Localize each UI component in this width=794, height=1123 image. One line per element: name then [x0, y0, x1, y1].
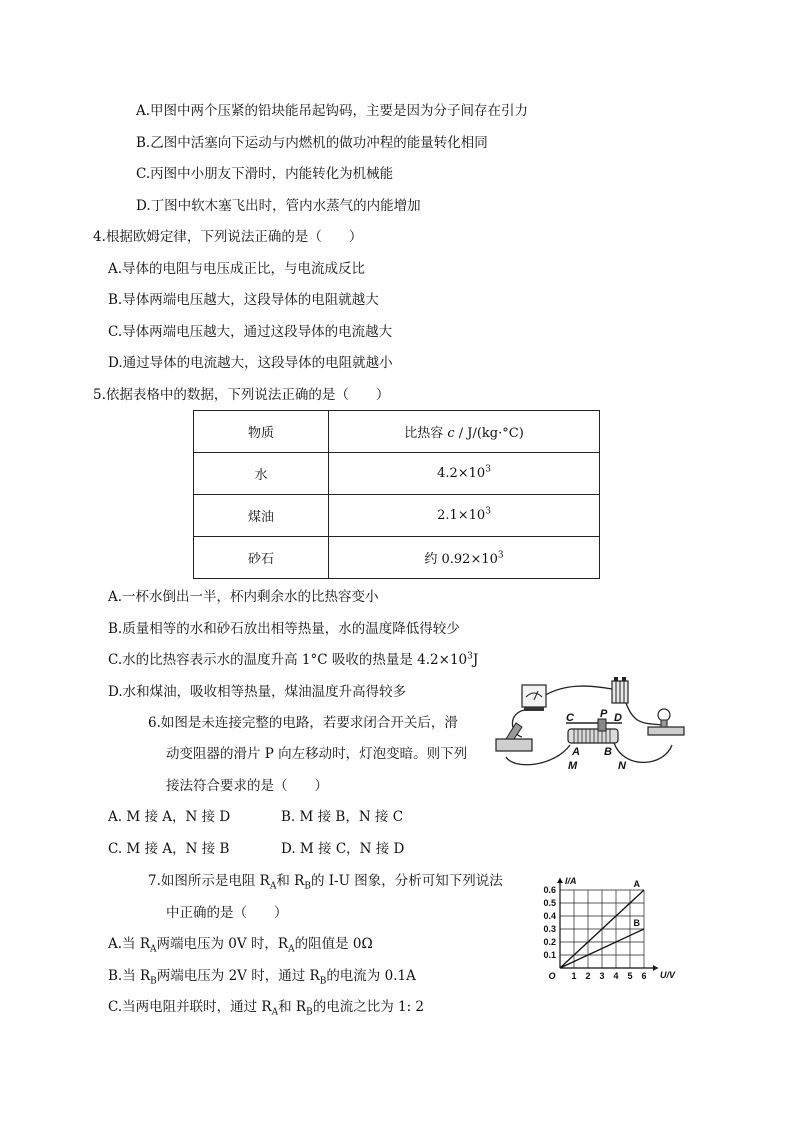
cell-capacity-mantissa: 2.1×10	[437, 508, 486, 523]
table-row	[194, 495, 600, 537]
q7-option-c	[108, 998, 424, 1016]
x-tick-label: 1	[571, 971, 577, 981]
label-n: N	[618, 760, 626, 772]
switch-icon	[496, 723, 532, 751]
q7-stem-mid: 和 R	[276, 873, 305, 889]
q7-stem-line-1	[148, 872, 503, 890]
y-tick-label: 0.1	[543, 950, 556, 960]
y-axis-label: I/A	[565, 876, 577, 886]
q6-stem-line-3: 接法符合要求的是（ ）	[166, 778, 328, 794]
q7-option-b-part: 两端电压为 2V 时，通过 R	[156, 968, 320, 984]
sub-b: B	[319, 976, 327, 987]
q5-option-b: B.质量相等的水和砂石放出相等热量，水的温度降低得较少	[108, 621, 460, 637]
y-tick-label: 0.6	[543, 885, 556, 895]
series-label-a: A	[633, 879, 640, 889]
iu-chart	[520, 868, 676, 986]
series-label-b: B	[633, 918, 640, 928]
cell-capacity	[329, 537, 600, 579]
q6-stem-line-2: 动变阻器的滑片 P 向左移动时，灯泡变暗。则下列	[166, 746, 468, 762]
sub-b: B	[304, 881, 311, 892]
cell-substance: 砂石	[194, 537, 329, 579]
cell-capacity-mantissa: 约 0.92×10	[424, 552, 498, 567]
y-tick-label: 0.5	[543, 898, 556, 908]
cell-substance: 煤油	[194, 495, 329, 537]
cell-capacity	[329, 495, 600, 537]
ammeter-icon	[522, 685, 546, 711]
q7-stem-pre: 7.如图所示是电阻 R	[148, 873, 270, 889]
q5-option-c	[108, 651, 478, 669]
x-tick-label: 5	[627, 971, 633, 981]
sub-b: B	[150, 976, 157, 987]
q5-option-c-unit: J	[472, 652, 479, 668]
q5-stem: 5.依据表格中的数据，下列说法正确的是（ ）	[93, 387, 390, 403]
header-capacity-symbol: c	[447, 426, 455, 441]
y-tick-label: 0.2	[543, 937, 556, 947]
q6-option-d: D. M 接 C，N 接 D	[281, 841, 405, 857]
table-row	[194, 537, 600, 579]
q7-option-b	[108, 967, 416, 985]
label-p: P	[600, 708, 608, 720]
battery-icon	[612, 677, 628, 703]
y-tick-label: 0.3	[543, 924, 556, 934]
label-d: D	[614, 712, 622, 724]
x-tick-label: 6	[641, 971, 647, 981]
q5-option-a: A.一杯水倒出一半，杯内剩余水的比热容变小	[108, 589, 379, 605]
header-substance: 物质	[194, 411, 329, 453]
y-axis-arrow	[557, 878, 563, 883]
cell-capacity-mantissa: 4.2×10	[437, 466, 486, 481]
q7-option-b-part: 的电流为 0.1A	[326, 968, 416, 984]
x-axis-arrow	[653, 965, 658, 971]
q4-option-a: A.导体的电阻与电压成正比，与电流成反比	[108, 261, 366, 277]
header-capacity-prefix: 比热容	[404, 426, 444, 441]
label-m: M	[568, 760, 578, 772]
specific-heat-table	[193, 410, 600, 579]
q6-option-c: C. M 接 A，N 接 B	[108, 841, 230, 857]
cell-capacity-exp: 3	[485, 506, 491, 517]
header-capacity	[329, 411, 600, 453]
y-tick-label: 0.4	[543, 911, 556, 921]
x-tick-label: 3	[599, 971, 605, 981]
circuit-figure	[494, 675, 694, 770]
cell-capacity-exp: 3	[497, 550, 504, 561]
q4-option-b: B.导体两端电压越大，这段导体的电阻就越大	[108, 292, 379, 308]
table-row	[194, 453, 600, 495]
x-tick-label: 2	[585, 971, 591, 981]
q7-option-a	[108, 935, 373, 953]
wire	[542, 686, 612, 697]
q7-option-a-part: 两端电压为 0V 时，R	[156, 936, 289, 952]
q3-option-d: D.丁图中软木塞飞出时，管内水蒸气的内能增加	[136, 198, 421, 214]
sub-a: A	[288, 944, 295, 955]
label-b: B	[604, 746, 612, 758]
cell-substance: 水	[194, 453, 329, 495]
sub-b: B	[306, 1007, 313, 1018]
sub-a: A	[269, 881, 277, 892]
q4-stem: 4.根据欧姆定律，下列说法正确的是（ ）	[93, 229, 363, 245]
sub-a: A	[271, 1007, 279, 1018]
q3-option-c: C.丙图中小朋友下滑时，内能转化为机械能	[136, 166, 394, 182]
q7-option-b-part: B.当 R	[108, 968, 151, 984]
x-axis-label: U/V	[660, 970, 676, 980]
q7-stem-line-2: 中正确的是（ ）	[166, 905, 288, 921]
q7-stem-post: 的 I-U 图象，分析可知下列说法	[310, 873, 503, 889]
bulb-icon	[648, 709, 684, 735]
q5-option-c-text: C.水的比热容表示水的温度升高 1°C 吸收的热量是 4.2×10	[108, 652, 468, 668]
q6-stem-line-1: 6.如图是未连接完整的电路，若要求闭合开关后，滑	[148, 715, 458, 731]
q7-option-a-part: 的阻值是 0Ω	[294, 936, 373, 952]
table-header-row	[194, 411, 600, 453]
origin-label: O	[548, 971, 556, 981]
q3-option-b: B.乙图中活塞向下运动与内燃机的做功冲程的能量转化相同	[136, 135, 488, 151]
wire	[626, 703, 662, 725]
q7-option-c-part: 和 R	[278, 999, 307, 1015]
q7-option-c-part: C.当两电阻并联时，通过 R	[108, 999, 272, 1015]
cell-capacity-exp: 3	[485, 464, 491, 475]
x-tick-label: 4	[613, 971, 619, 981]
sub-a: A	[150, 944, 157, 955]
q3-option-a: A.甲图中两个压紧的铅块能吊起钩码，主要是因为分子间存在引力	[136, 103, 529, 119]
q5-option-d: D.水和煤油，吸收相等热量，煤油温度升高得较多	[108, 684, 407, 700]
q7-option-c-part: 的电流之比为 1: 2	[312, 999, 425, 1015]
q4-option-d: D.通过导体的电流越大，这段导体的电阻就越小	[108, 355, 393, 371]
q6-option-a: A. M 接 A，N 接 D	[108, 809, 231, 825]
label-a: A	[572, 746, 580, 758]
q5-option-c-exp: 3	[467, 651, 473, 662]
cell-capacity	[329, 453, 600, 495]
q7-option-a-part: A.当 R	[108, 936, 150, 952]
q6-option-b: B. M 接 B，N 接 C	[281, 809, 404, 825]
label-c: C	[566, 712, 574, 724]
header-capacity-unit: / J/(kg·°C)	[454, 426, 524, 441]
q4-option-c: C.导体两端电压越大，通过这段导体的电流越大	[108, 324, 393, 340]
